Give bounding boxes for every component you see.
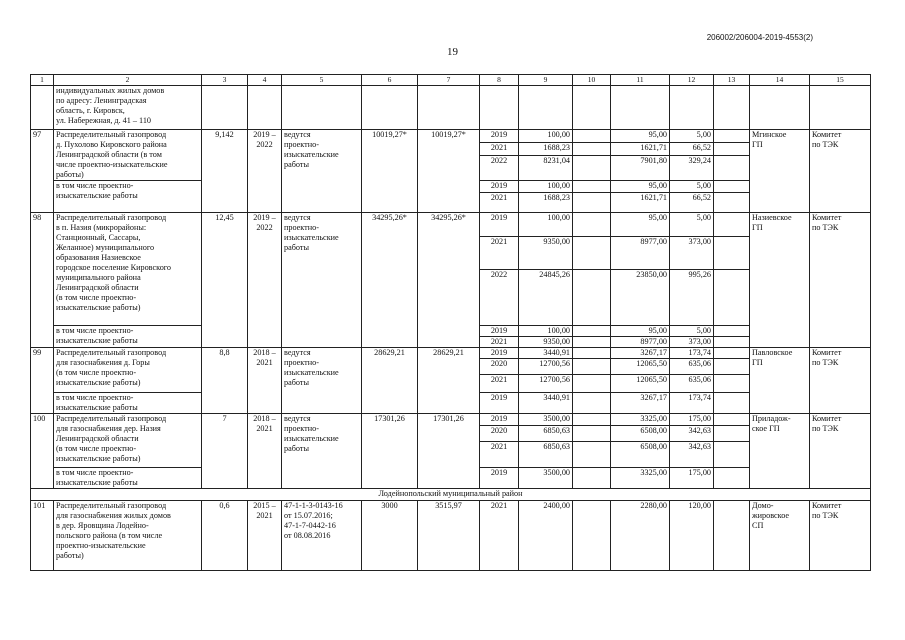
amount-federal xyxy=(573,213,611,237)
column-number: 8 xyxy=(480,75,519,86)
municipality: Приладож- ское ГП xyxy=(750,414,810,489)
amount-other xyxy=(714,348,750,359)
object-name: Распределительный газопровод для газоснабжения жилых домов в дер. Яровщина Лодейно- польского района (в том числе проектно-изыскательские работы) xyxy=(54,501,202,571)
row-number: 98 xyxy=(31,213,54,348)
amount-other xyxy=(714,393,750,414)
amount-federal xyxy=(573,426,611,442)
amount-federal xyxy=(573,270,611,326)
amount-local: 373,00 xyxy=(670,337,714,348)
amount-federal xyxy=(573,468,611,489)
amount-federal xyxy=(573,193,611,213)
object-name: Распределительный газопровод в п. Назия (микрорайоны: Станционный, Сассары, Желанное) муниципального образования Назиевское городское поселение Кировского муниципального района Ленинградской области (в том числе проектно- изыскательские работы) xyxy=(54,213,202,326)
amount-local: 175,00 xyxy=(670,414,714,426)
municipality: Павловское ГП xyxy=(750,348,810,414)
amount-total: 24845,26 xyxy=(519,270,573,326)
column-number: 9 xyxy=(519,75,573,86)
amount-other xyxy=(714,155,750,181)
amount-local: 5,00 xyxy=(670,326,714,337)
amount-local: 635,06 xyxy=(670,375,714,393)
column-number: 6 xyxy=(362,75,418,86)
status-text: ведутся проектно- изыскательские работы xyxy=(282,213,362,348)
amount-local: 635,06 xyxy=(670,359,714,375)
period-value: 2015 – 2021 xyxy=(248,501,282,571)
column-number: 10 xyxy=(573,75,611,86)
municipality: Мгинское ГП xyxy=(750,130,810,213)
amount-other xyxy=(714,375,750,393)
table-cell xyxy=(248,86,282,130)
table-cell xyxy=(362,86,418,130)
amount-regional: 3325,00 xyxy=(611,414,670,426)
amount-regional: 95,00 xyxy=(611,213,670,237)
column-number: 1 xyxy=(31,75,54,86)
column-number-row xyxy=(31,75,871,86)
table-cell xyxy=(573,86,611,130)
year-value: 2021 xyxy=(480,193,519,213)
column-number: 15 xyxy=(810,75,871,86)
length-value: 9,142 xyxy=(202,130,248,213)
status-text: 47-1-1-3-0143-16 от 15.07.2016; 47-1-7-0442-16 от 08.08.2016 xyxy=(282,501,362,571)
amount-local: 173,74 xyxy=(670,348,714,359)
table-row xyxy=(31,130,871,143)
total-value: 3515,97 xyxy=(418,501,480,571)
amount-regional: 3325,00 xyxy=(611,468,670,489)
object-name: Распределительный газопровод д. Пухолово Кировского района Ленинградской области (в том числе проектно-изыскательские работы) xyxy=(54,130,202,181)
table-row xyxy=(31,501,871,571)
amount-other xyxy=(714,270,750,326)
amount-regional: 23850,00 xyxy=(611,270,670,326)
table-row xyxy=(31,213,871,237)
period-value: 2019 – 2022 xyxy=(248,213,282,348)
status-text: ведутся проектно- изыскательские работы xyxy=(282,348,362,414)
status-text: ведутся проектно- изыскательские работы xyxy=(282,414,362,489)
amount-other xyxy=(714,130,750,143)
table-cell xyxy=(750,86,810,130)
amount-local: 342,63 xyxy=(670,442,714,468)
executor: Комитет по ТЭК xyxy=(810,348,871,414)
amount-regional: 1621,71 xyxy=(611,142,670,155)
period-value: 2018 – 2021 xyxy=(248,414,282,489)
amount-regional: 1621,71 xyxy=(611,193,670,213)
amount-local: 66,52 xyxy=(670,142,714,155)
amount-total: 100,00 xyxy=(519,213,573,237)
amount-total: 1688,23 xyxy=(519,142,573,155)
object-name: Распределительный газопровод для газоснабжения дер. Назия Ленинградской области (в том числе проектно- изыскательские работы) xyxy=(54,414,202,468)
municipality: Назиевское ГП xyxy=(750,213,810,348)
executor: Комитет по ТЭК xyxy=(810,213,871,348)
page-number: 19 xyxy=(447,46,458,58)
amount-other xyxy=(714,442,750,468)
amount-regional: 95,00 xyxy=(611,326,670,337)
amount-other xyxy=(714,142,750,155)
length-value: 12,45 xyxy=(202,213,248,348)
amount-total: 3500,00 xyxy=(519,414,573,426)
subtotal-label: в том числе проектно- изыскательские работы xyxy=(54,326,202,348)
amount-total: 9350,00 xyxy=(519,337,573,348)
row-number: 101 xyxy=(31,501,54,571)
amount-other xyxy=(714,359,750,375)
amount-total: 6850,63 xyxy=(519,426,573,442)
continuation-row xyxy=(31,86,871,130)
amount-total: 100,00 xyxy=(519,181,573,193)
section-title: Лодейнопольский муниципальный район xyxy=(31,489,871,501)
year-value: 2019 xyxy=(480,348,519,359)
length-value: 8,8 xyxy=(202,348,248,414)
column-number: 3 xyxy=(202,75,248,86)
amount-total: 8231,04 xyxy=(519,155,573,181)
amount-regional: 3267,17 xyxy=(611,348,670,359)
amount-local: 329,24 xyxy=(670,155,714,181)
document-code: 206002/206004-2019-4553(2) xyxy=(706,33,813,42)
amount-other xyxy=(714,213,750,237)
cost-value: 3000 xyxy=(362,501,418,571)
amount-local: 173,74 xyxy=(670,393,714,414)
executor: Комитет по ТЭК xyxy=(810,501,871,571)
year-value: 2019 xyxy=(480,213,519,237)
amount-local: 66,52 xyxy=(670,193,714,213)
column-number: 11 xyxy=(611,75,670,86)
object-name: индивидуальных жилых домов по адресу: Ленинградская область, г. Кировск, ул. Набережная, д. 41 – 110 xyxy=(54,86,202,130)
row-number: 99 xyxy=(31,348,54,414)
period-value: 2019 – 2022 xyxy=(248,130,282,213)
amount-federal xyxy=(573,442,611,468)
total-value: 34295,26* xyxy=(418,213,480,348)
amount-other xyxy=(714,414,750,426)
column-number: 5 xyxy=(282,75,362,86)
amount-other xyxy=(714,326,750,337)
table-row xyxy=(31,348,871,359)
amount-local: 342,63 xyxy=(670,426,714,442)
column-number: 4 xyxy=(248,75,282,86)
total-value: 10019,27* xyxy=(418,130,480,213)
table-cell xyxy=(810,86,871,130)
amount-other xyxy=(714,426,750,442)
total-value: 17301,26 xyxy=(418,414,480,489)
amount-regional: 95,00 xyxy=(611,130,670,143)
amount-total: 1688,23 xyxy=(519,193,573,213)
executor: Комитет по ТЭК xyxy=(810,414,871,489)
amount-local: 5,00 xyxy=(670,130,714,143)
amount-local: 5,00 xyxy=(670,181,714,193)
period-value: 2018 – 2021 xyxy=(248,348,282,414)
table-row xyxy=(31,414,871,426)
amount-regional: 8977,00 xyxy=(611,237,670,270)
section-row xyxy=(31,489,871,501)
column-number: 12 xyxy=(670,75,714,86)
table-cell xyxy=(519,86,573,130)
table-cell xyxy=(418,86,480,130)
length-value: 0,6 xyxy=(202,501,248,571)
amount-other xyxy=(714,468,750,489)
amount-local: 5,00 xyxy=(670,213,714,237)
amount-federal xyxy=(573,501,611,571)
year-value: 2021 xyxy=(480,442,519,468)
amount-regional: 7901,80 xyxy=(611,155,670,181)
year-value: 2021 xyxy=(480,375,519,393)
amount-local: 373,00 xyxy=(670,237,714,270)
year-value: 2019 xyxy=(480,130,519,143)
amount-local: 175,00 xyxy=(670,468,714,489)
amount-total: 2400,00 xyxy=(519,501,573,571)
year-value: 2019 xyxy=(480,468,519,489)
amount-other xyxy=(714,337,750,348)
column-number: 2 xyxy=(54,75,202,86)
amount-total: 3440,91 xyxy=(519,393,573,414)
year-value: 2019 xyxy=(480,326,519,337)
amount-federal xyxy=(573,359,611,375)
municipality: Домо- жировское СП xyxy=(750,501,810,571)
year-value: 2021 xyxy=(480,237,519,270)
amount-federal xyxy=(573,348,611,359)
amount-total: 100,00 xyxy=(519,326,573,337)
table-cell xyxy=(480,86,519,130)
row-number: 97 xyxy=(31,130,54,213)
amount-regional: 12065,50 xyxy=(611,359,670,375)
amount-total: 12700,56 xyxy=(519,359,573,375)
executor: Комитет по ТЭК xyxy=(810,130,871,213)
amount-local: 120,00 xyxy=(670,501,714,571)
amount-other xyxy=(714,193,750,213)
amount-regional: 8977,00 xyxy=(611,337,670,348)
year-value: 2022 xyxy=(480,155,519,181)
object-name: Распределительный газопровод для газоснабжения д. Горы (в том числе проектно- изыскательские работы) xyxy=(54,348,202,393)
amount-federal xyxy=(573,130,611,143)
cost-value: 17301,26 xyxy=(362,414,418,489)
amount-total: 3500,00 xyxy=(519,468,573,489)
amount-federal xyxy=(573,326,611,337)
amount-total: 9350,00 xyxy=(519,237,573,270)
amount-other xyxy=(714,237,750,270)
table-cell xyxy=(714,86,750,130)
amount-federal xyxy=(573,237,611,270)
row-number: 100 xyxy=(31,414,54,489)
table-cell xyxy=(611,86,670,130)
amount-federal xyxy=(573,337,611,348)
amount-total: 100,00 xyxy=(519,130,573,143)
cost-value: 10019,27* xyxy=(362,130,418,213)
year-value: 2021 xyxy=(480,337,519,348)
year-value: 2019 xyxy=(480,181,519,193)
total-value: 28629,21 xyxy=(418,348,480,414)
amount-federal xyxy=(573,155,611,181)
cost-value: 28629,21 xyxy=(362,348,418,414)
year-value: 2019 xyxy=(480,414,519,426)
table-cell xyxy=(282,86,362,130)
column-number: 7 xyxy=(418,75,480,86)
amount-total: 3440,91 xyxy=(519,348,573,359)
column-number: 13 xyxy=(714,75,750,86)
amount-federal xyxy=(573,393,611,414)
amount-federal xyxy=(573,375,611,393)
column-number: 14 xyxy=(750,75,810,86)
table-cell xyxy=(670,86,714,130)
amount-total: 6850,63 xyxy=(519,442,573,468)
investment-table xyxy=(30,74,871,571)
amount-regional: 6508,00 xyxy=(611,426,670,442)
subtotal-label: в том числе проектно- изыскательские работы xyxy=(54,181,202,213)
length-value: 7 xyxy=(202,414,248,489)
amount-local: 995,26 xyxy=(670,270,714,326)
subtotal-label: в том числе проектно- изыскательские работы xyxy=(54,393,202,414)
year-value: 2019 xyxy=(480,393,519,414)
amount-federal xyxy=(573,181,611,193)
year-value: 2020 xyxy=(480,426,519,442)
year-value: 2022 xyxy=(480,270,519,326)
amount-federal xyxy=(573,142,611,155)
amount-regional: 3267,17 xyxy=(611,393,670,414)
status-text: ведутся проектно- изыскательские работы xyxy=(282,130,362,213)
subtotal-label: в том числе проектно- изыскательские работы xyxy=(54,468,202,489)
amount-other xyxy=(714,181,750,193)
amount-regional: 6508,00 xyxy=(611,442,670,468)
table-cell xyxy=(202,86,248,130)
amount-regional: 12065,50 xyxy=(611,375,670,393)
table-cell xyxy=(31,86,54,130)
year-value: 2021 xyxy=(480,142,519,155)
cost-value: 34295,26* xyxy=(362,213,418,348)
year-value: 2021 xyxy=(480,501,519,571)
amount-other xyxy=(714,501,750,571)
amount-regional: 2280,00 xyxy=(611,501,670,571)
amount-regional: 95,00 xyxy=(611,181,670,193)
amount-total: 12700,56 xyxy=(519,375,573,393)
amount-federal xyxy=(573,414,611,426)
year-value: 2020 xyxy=(480,359,519,375)
